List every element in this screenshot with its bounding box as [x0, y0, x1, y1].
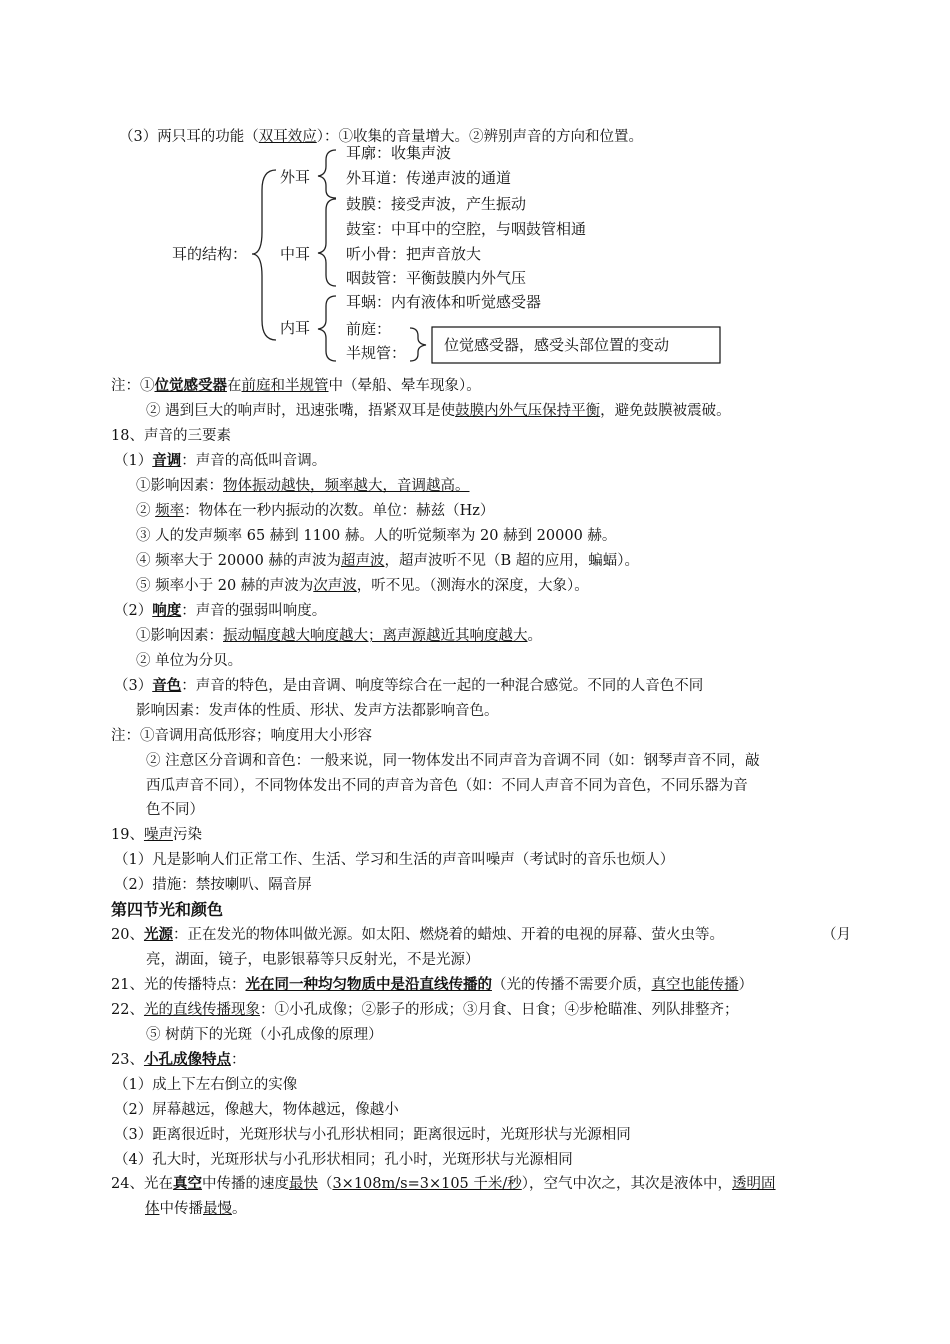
middle-ear-label: 中耳 — [280, 245, 311, 263]
binaural-line: （3）两只耳的功能（双耳效应）：①收集的音量增大。②辨别声音的方向和位置。 — [119, 129, 643, 145]
light-source-line-end: （月 — [822, 927, 851, 943]
middle-ear-item: 听小骨：把声音放大 — [346, 245, 482, 263]
note-2: ② 遇到巨大的响声时，迅速张嘴，捂紧双耳是使鼓膜内外气压保持平衡，避免鼓膜被震破。 — [146, 403, 731, 419]
middle-ear-item: 咽鼓管：平衡鼓膜内外气压 — [346, 269, 527, 287]
section-4-heading: 第四节光和颜色 — [111, 900, 224, 919]
binaural-term: 双耳效应 — [258, 129, 317, 145]
loudness-factor: ①影响因素：振动幅度越大响度越大；离声源越近其响度越大。 — [136, 628, 542, 644]
vestibule-brace — [410, 328, 426, 361]
straight-line-phenomena: 22、光的直线传播现象：①小孔成像；②影子的形成；③月食、日食；④步枪瞄准、列队排整齐； — [111, 1002, 739, 1018]
light-source-line: 20、光源：正在发光的物体叫做光源。如太阳、燃烧着的蜡烛、开着的电视的屏幕、萤火虫等。 — [111, 926, 724, 943]
note-3-line: 西瓜声音不同），不同物体发出不同的声音为音色（如：不同人声音不同为音色，不同乐器为音 — [146, 778, 748, 794]
note-3-line: ② 注意区分音调和音色：一般来说，同一物体发出不同声音为音调不同（如：钢琴声音不同，敲 — [146, 753, 760, 769]
middle-ear-item: 鼓膜：接受声波，产生振动 — [346, 195, 527, 213]
pinhole-item: （1）成上下左右倒立的实像 — [114, 1077, 298, 1093]
pinhole-item: （3）距离很近时，光斑形状与小孔形状相同；距离很远时，光斑形状与光源相同 — [114, 1127, 631, 1143]
inner-ear-label: 内耳 — [280, 319, 311, 337]
noise-item: （1）凡是影响人们正常工作、生活、学习和生活的声音叫噪声（考试时的音乐也烦人） — [114, 852, 675, 868]
ear-main-brace — [252, 170, 276, 340]
timbre-factor: 影响因素：发声体的性质、形状、发声方法都影响音色。 — [136, 703, 499, 719]
inner-ear-item: 半规管： — [346, 344, 407, 362]
light-speed-line-2: 体中传播最慢。 — [145, 1201, 247, 1217]
light-propagation-line: 21、光的传播特点：光在同一种均匀物质中是沿直线传播的（光的传播不需要介质，真空也能传播） — [111, 976, 753, 993]
inner-ear-item: 耳蜗：内有液体和听觉感受器 — [346, 293, 542, 311]
note-3-line: 色不同） — [146, 802, 204, 818]
pitch-factor: ①影响因素：物体振动越快，频率越大，音调越高。 — [136, 478, 470, 494]
inner-ear-brace — [318, 296, 336, 361]
middle-ear-brace — [318, 199, 336, 286]
outer-ear-label: 外耳 — [280, 168, 311, 186]
middle-ear-item: 鼓室：中耳中的空腔，与咽鼓管相通 — [346, 220, 587, 238]
pitch-heading: （1）音调：声音的高低叫音调。 — [114, 452, 327, 469]
note-3-line: 注：①音调用高低形容；响度用大小形容 — [111, 728, 372, 744]
noise-item: （2）措施：禁按喇叭、隔音屏 — [114, 877, 312, 893]
section-19-title: 19、噪声污染 — [111, 827, 202, 843]
infrasound-line: ⑤ 频率小于 20 赫的声波为次声波，听不见。（测海水的深度，大象）。 — [136, 578, 589, 594]
outer-ear-brace — [318, 150, 336, 198]
vestibular-box-text: 位觉感受器，感受头部位置的变动 — [444, 336, 670, 354]
loudness-heading: （2）响度：声音的强弱叫响度。 — [114, 602, 327, 619]
pinhole-item: （2）屏幕越远，像越大，物体越远，像越小 — [114, 1102, 399, 1118]
inner-ear-item: 前庭： — [346, 320, 392, 338]
timbre-heading: （3）音色：声音的特色，是由音调、响度等综合在一起的一种混合感觉。不同的人音色不同 — [114, 677, 704, 694]
note-1: 注：①位觉感受器在前庭和半规管中（晕船、晕车现象）。 — [111, 377, 481, 394]
light-source-note: 亮，湖面，镜子，电影银幕等只反射光，不是光源） — [146, 952, 480, 968]
pinhole-heading: 23、小孔成像特点： — [111, 1051, 246, 1068]
pinhole-item: （4）孔大时，光斑形状与小孔形状相同；孔小时，光斑形状与光源相同 — [114, 1152, 573, 1168]
frequency-range: ③ 人的发声频率 65 赫到 1100 赫。人的听觉频率为 20 赫到 20000 赫。 — [136, 528, 617, 544]
outer-ear-item: 外耳道：传递声波的通道 — [346, 169, 512, 187]
straight-line-phenomena-2: ⑤ 树荫下的光斑（小孔成像的原理） — [146, 1027, 383, 1043]
ear-structure-diagram — [0, 0, 950, 380]
frequency-definition: ② 频率：物体在一秒内振动的次数。单位：赫兹（Hz） — [136, 503, 495, 519]
section-18-title: 18、声音的三要素 — [111, 428, 231, 444]
ultrasound-line: ④ 频率大于 20000 赫的声波为超声波，超声波听不见（B 超的应用，蝙蝠）。 — [136, 553, 639, 569]
ear-title: 耳的结构： — [172, 245, 248, 263]
outer-ear-item: 耳廓：收集声波 — [346, 144, 452, 162]
light-speed-line: 24、光在真空中传播的速度最快（3×108m/s=3×105 千米/秒），空气中次之，其次是液体中，透明固 — [111, 1175, 776, 1192]
loudness-unit: ② 单位为分贝。 — [136, 653, 243, 669]
